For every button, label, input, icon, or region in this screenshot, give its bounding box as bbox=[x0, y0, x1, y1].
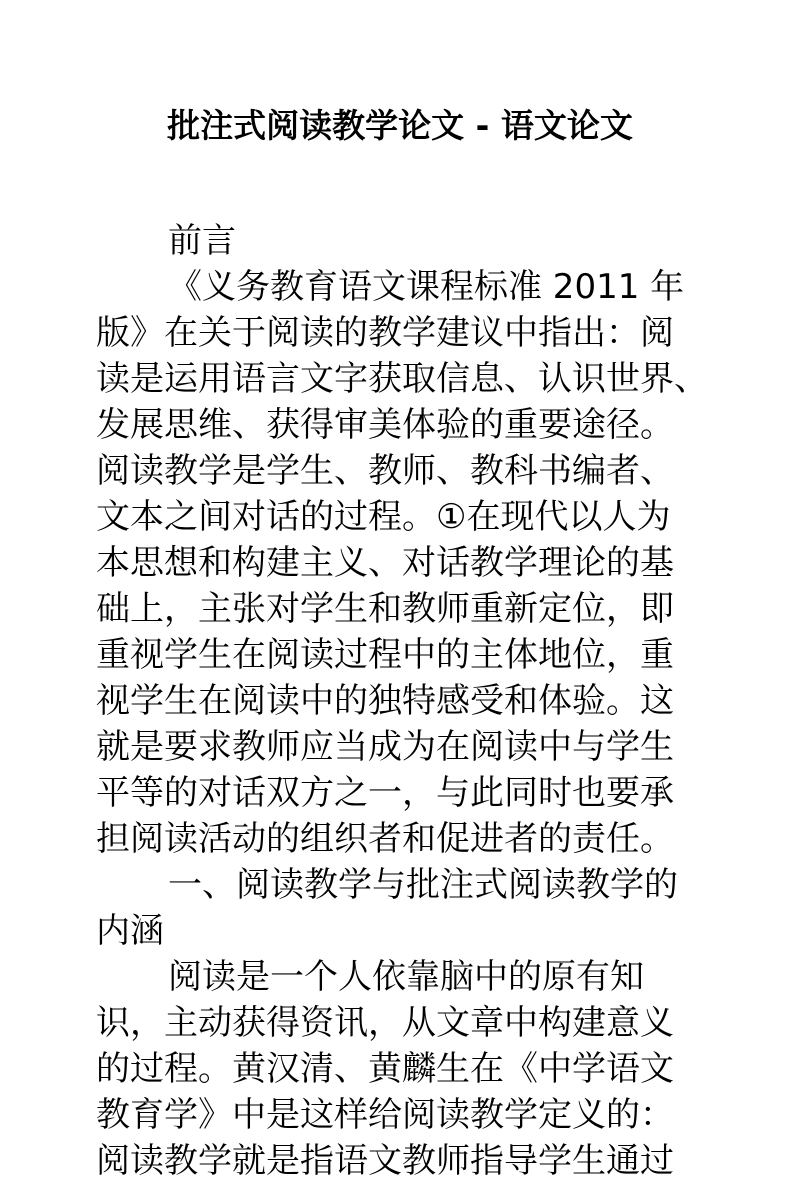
paragraph-line: 阅读教学就是指语文教师指导学生通过 bbox=[96, 1141, 674, 1181]
paragraph-line: 教育学》中是这样给阅读教学定义的： bbox=[96, 1095, 674, 1135]
document-title: 批注式阅读教学论文 - 语文论文 bbox=[167, 106, 633, 145]
paragraph-line: 发展思维、获得审美体验的重要途径。 bbox=[96, 405, 674, 445]
paragraph-line: 《义务教育语文课程标准 2011 年 bbox=[168, 267, 685, 307]
paragraph-line: 识，主动获得资讯，从文章中构建意义 bbox=[96, 1003, 674, 1043]
section-heading-continued: 内涵 bbox=[96, 911, 164, 951]
section-heading-preface: 前言 bbox=[168, 221, 236, 261]
document-body bbox=[96, 218, 708, 1184]
paragraph-line: 平等的对话双方之一，与此同时也要承 bbox=[96, 773, 674, 813]
paragraph-line: 重视学生在阅读过程中的主体地位，重 bbox=[96, 635, 674, 675]
paragraph-line: 的过程。黄汉清、黄麟生在《中学语文 bbox=[96, 1049, 674, 1089]
paragraph-line: 担阅读活动的组织者和促进者的责任。 bbox=[96, 819, 674, 859]
paragraph-line: 阅读是一个人依靠脑中的原有知 bbox=[168, 957, 644, 997]
section-heading: 一、阅读教学与批注式阅读教学的 bbox=[168, 865, 678, 905]
paragraph-line: 版》在关于阅读的教学建议中指出：阅 bbox=[96, 313, 674, 353]
paragraph-line: 文本之间对话的过程。①在现代以人为 bbox=[96, 497, 671, 537]
paragraph-line: 视学生在阅读中的独特感受和体验。这 bbox=[96, 681, 674, 721]
paragraph-line: 就是要求教师应当成为在阅读中与学生 bbox=[96, 727, 674, 767]
paragraph-line: 读是运用语言文字获取信息、认识世界、 bbox=[96, 359, 708, 399]
paragraph-line: 本思想和构建主义、对话教学理论的基 bbox=[96, 543, 674, 583]
paragraph-line: 础上，主张对学生和教师重新定位，即 bbox=[96, 589, 674, 629]
paragraph-line: 阅读教学是学生、教师、教科书编者、 bbox=[96, 451, 674, 491]
